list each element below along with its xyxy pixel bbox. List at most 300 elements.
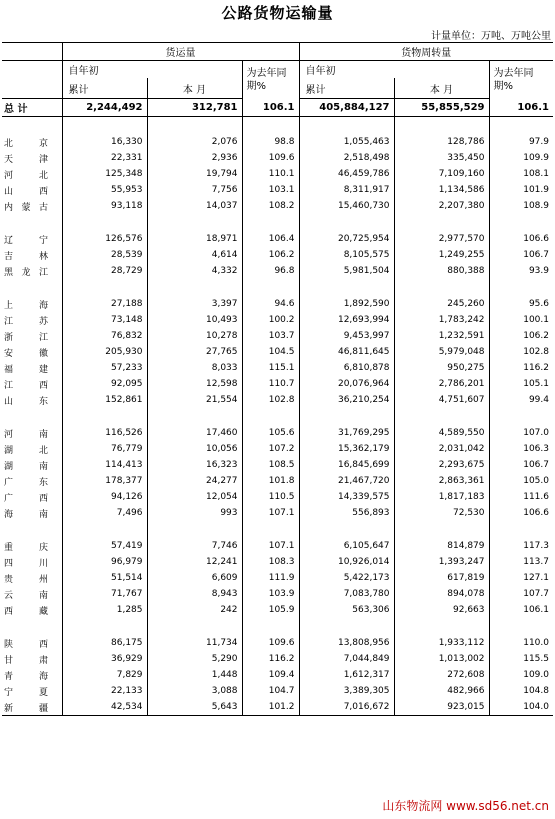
spacer-cell (62, 279, 147, 296)
region-label: 青海 (4, 671, 48, 682)
cell-month-turnover: 1,783,242 (394, 312, 489, 328)
region-name (2, 489, 62, 505)
cell-month-volume: 2,936 (147, 150, 242, 166)
cell-month-turnover: 2,207,380 (394, 198, 489, 214)
cell-cumulative-volume: 152,861 (62, 392, 147, 408)
cell-cumulative-volume: 28,729 (62, 263, 147, 279)
cell-cumulative-turnover: 36,210,254 (299, 392, 394, 408)
cell-yoy-volume: 105.6 (242, 425, 299, 441)
header-region-blank (2, 43, 62, 61)
cell-month-volume: 11,734 (147, 635, 242, 651)
table-row (2, 538, 553, 554)
region-label: 浙江 (4, 332, 48, 343)
table-row (2, 312, 553, 328)
table-row (2, 150, 553, 166)
cell-cumulative-turnover: 405,884,127 (299, 99, 394, 117)
freight-table (2, 42, 553, 716)
table-row (2, 635, 553, 651)
table-row (2, 425, 553, 441)
cell-yoy-turnover: 101.9 (489, 182, 553, 198)
region-label: 贵州 (4, 574, 48, 585)
table-row (2, 182, 553, 198)
region-name (2, 392, 62, 408)
table-row (2, 166, 553, 182)
spacer-cell (394, 279, 489, 296)
region-name (2, 570, 62, 586)
cell-cumulative-volume: 7,496 (62, 505, 147, 521)
cell-cumulative-turnover: 8,105,575 (299, 247, 394, 263)
region-name (2, 554, 62, 570)
cell-yoy-volume: 107.2 (242, 441, 299, 457)
cell-month-volume: 14,037 (147, 198, 242, 214)
region-name (2, 263, 62, 279)
header-yoy-turnover (489, 61, 553, 99)
cell-month-volume: 24,277 (147, 473, 242, 489)
table-row (2, 360, 553, 376)
table-row (2, 651, 553, 667)
spacer-cell (147, 117, 242, 135)
table-row (2, 489, 553, 505)
cell-month-turnover: 1,393,247 (394, 554, 489, 570)
spacer-cell (62, 214, 147, 231)
cell-month-turnover: 1,013,002 (394, 651, 489, 667)
cell-yoy-turnover: 107.7 (489, 586, 553, 602)
spacer-cell (394, 117, 489, 135)
cell-month-turnover: 272,608 (394, 667, 489, 683)
cell-yoy-volume: 106.2 (242, 247, 299, 263)
table-row (2, 392, 553, 408)
cell-cumulative-turnover: 14,339,575 (299, 489, 394, 505)
cell-month-volume: 12,054 (147, 489, 242, 505)
spacer-cell (394, 521, 489, 538)
spacer-cell (2, 117, 62, 135)
region-label: 江苏 (4, 316, 48, 327)
cell-yoy-volume: 109.6 (242, 150, 299, 166)
header-month-volume: 本 月 (147, 78, 242, 99)
cell-month-turnover: 2,863,361 (394, 473, 489, 489)
region-name (2, 651, 62, 667)
region-label: 广西 (4, 493, 48, 504)
cell-month-turnover: 1,817,183 (394, 489, 489, 505)
cell-cumulative-volume: 55,953 (62, 182, 147, 198)
cell-month-turnover: 4,751,607 (394, 392, 489, 408)
spacer-cell (394, 618, 489, 635)
table-row (2, 344, 553, 360)
cell-yoy-turnover: 108.9 (489, 198, 553, 214)
header-freight-volume: 货运量 (62, 43, 299, 61)
table-row (2, 602, 553, 618)
cell-month-turnover: 950,275 (394, 360, 489, 376)
cell-month-turnover: 5,979,048 (394, 344, 489, 360)
region-name (2, 344, 62, 360)
cell-cumulative-volume: 76,779 (62, 441, 147, 457)
group-spacer (2, 521, 553, 538)
region-label: 山东 (4, 396, 48, 407)
spacer-cell (147, 618, 242, 635)
spacer-cell (2, 214, 62, 231)
cell-cumulative-turnover: 3,389,305 (299, 683, 394, 699)
cell-yoy-turnover: 95.6 (489, 296, 553, 312)
cell-cumulative-volume: 42,534 (62, 699, 147, 716)
cell-yoy-volume: 102.8 (242, 392, 299, 408)
table-row (2, 198, 553, 214)
region-name (2, 457, 62, 473)
cell-month-turnover: 1,134,586 (394, 182, 489, 198)
cell-yoy-volume: 103.7 (242, 328, 299, 344)
region-label: 广东 (4, 477, 48, 488)
cell-cumulative-volume: 94,126 (62, 489, 147, 505)
cell-yoy-turnover: 106.3 (489, 441, 553, 457)
cell-cumulative-turnover: 20,725,954 (299, 231, 394, 247)
cell-yoy-turnover: 97.9 (489, 134, 553, 150)
cell-month-volume: 312,781 (147, 99, 242, 117)
cell-cumulative-turnover: 9,453,997 (299, 328, 394, 344)
cell-yoy-turnover: 104.0 (489, 699, 553, 716)
table-row (2, 505, 553, 521)
header-yoy-turnover-line1: 为去年同 (493, 67, 534, 79)
cell-yoy-turnover: 106.6 (489, 505, 553, 521)
table-row (2, 231, 553, 247)
header-ytd-turnover: 自年初 (299, 61, 489, 79)
region-label: 内蒙古 (4, 202, 48, 213)
spacer-cell (62, 521, 147, 538)
region-label: 四川 (4, 558, 48, 569)
region-label: 重庆 (4, 542, 48, 553)
spacer-cell (147, 214, 242, 231)
spacer-cell (2, 521, 62, 538)
cell-month-volume: 10,278 (147, 328, 242, 344)
region-label: 云南 (4, 590, 48, 601)
cell-yoy-volume: 106.1 (242, 99, 299, 117)
cell-month-volume: 17,460 (147, 425, 242, 441)
spacer-cell (147, 279, 242, 296)
region-label: 天津 (4, 154, 48, 165)
spacer-cell (242, 408, 299, 425)
cell-yoy-turnover: 111.6 (489, 489, 553, 505)
region-label: 上海 (4, 300, 48, 311)
region-label: 湖南 (4, 461, 48, 472)
cell-month-volume: 8,943 (147, 586, 242, 602)
spacer-cell (242, 117, 299, 135)
region-label: 山西 (4, 186, 48, 197)
spacer-cell (489, 618, 553, 635)
table-row (2, 473, 553, 489)
cell-month-volume: 5,290 (147, 651, 242, 667)
table-row (2, 441, 553, 457)
cell-month-turnover: 7,109,160 (394, 166, 489, 182)
spacer-cell (242, 214, 299, 231)
region-label: 吉林 (4, 251, 48, 262)
region-name (2, 667, 62, 683)
cell-cumulative-volume: 57,233 (62, 360, 147, 376)
cell-yoy-volume: 94.6 (242, 296, 299, 312)
cell-month-volume: 2,076 (147, 134, 242, 150)
cell-cumulative-volume: 73,148 (62, 312, 147, 328)
spacer-cell (299, 279, 394, 296)
cell-cumulative-turnover: 7,083,780 (299, 586, 394, 602)
cell-cumulative-volume: 22,133 (62, 683, 147, 699)
header-month-turnover: 本 月 (394, 78, 489, 99)
cell-cumulative-volume: 178,377 (62, 473, 147, 489)
cell-month-volume: 18,971 (147, 231, 242, 247)
cell-month-turnover: 92,663 (394, 602, 489, 618)
region-name (2, 134, 62, 150)
cell-month-volume: 27,765 (147, 344, 242, 360)
region-name (2, 296, 62, 312)
spacer-cell (489, 117, 553, 135)
region-label: 河北 (4, 170, 48, 181)
cell-yoy-turnover: 106.1 (489, 602, 553, 618)
group-spacer (2, 618, 553, 635)
region-name (2, 505, 62, 521)
spacer-cell (299, 117, 394, 135)
cell-yoy-turnover: 106.7 (489, 457, 553, 473)
cell-cumulative-volume: 96,979 (62, 554, 147, 570)
cell-month-turnover: 923,015 (394, 699, 489, 716)
cell-month-turnover: 1,232,591 (394, 328, 489, 344)
header-ytd-volume: 自年初 (62, 61, 242, 79)
region-label: 福建 (4, 364, 48, 375)
table-body (2, 99, 553, 716)
region-name (2, 231, 62, 247)
cell-month-volume: 12,598 (147, 376, 242, 392)
cell-yoy-volume: 103.9 (242, 586, 299, 602)
region-name (2, 441, 62, 457)
cell-cumulative-turnover: 15,460,730 (299, 198, 394, 214)
cell-month-volume: 242 (147, 602, 242, 618)
cell-cumulative-turnover: 16,845,699 (299, 457, 394, 473)
cell-yoy-volume: 110.5 (242, 489, 299, 505)
region-name (2, 538, 62, 554)
table-row (2, 263, 553, 279)
region-name (2, 699, 62, 716)
cell-yoy-volume: 106.4 (242, 231, 299, 247)
cell-yoy-turnover: 109.0 (489, 667, 553, 683)
table-row (2, 699, 553, 716)
cell-yoy-turnover: 106.6 (489, 231, 553, 247)
table-row (2, 570, 553, 586)
cell-cumulative-turnover: 563,306 (299, 602, 394, 618)
table-row (2, 554, 553, 570)
cell-month-turnover: 1,249,255 (394, 247, 489, 263)
total-row (2, 99, 553, 117)
spacer-cell (299, 214, 394, 231)
cell-cumulative-turnover: 8,311,917 (299, 182, 394, 198)
cell-yoy-turnover: 105.1 (489, 376, 553, 392)
cell-yoy-turnover: 127.1 (489, 570, 553, 586)
cell-month-volume: 3,088 (147, 683, 242, 699)
cell-month-turnover: 4,589,550 (394, 425, 489, 441)
cell-yoy-volume: 96.8 (242, 263, 299, 279)
cell-month-turnover: 814,879 (394, 538, 489, 554)
region-label: 黑龙江 (4, 267, 48, 278)
cell-cumulative-volume: 116,526 (62, 425, 147, 441)
cell-month-turnover: 128,786 (394, 134, 489, 150)
region-name (2, 360, 62, 376)
cell-yoy-turnover: 108.1 (489, 166, 553, 182)
cell-month-volume: 21,554 (147, 392, 242, 408)
cell-month-turnover: 55,855,529 (394, 99, 489, 117)
region-name (2, 473, 62, 489)
cell-yoy-volume: 101.8 (242, 473, 299, 489)
spacer-cell (299, 521, 394, 538)
cell-cumulative-volume: 76,832 (62, 328, 147, 344)
table-row (2, 134, 553, 150)
cell-yoy-turnover: 109.9 (489, 150, 553, 166)
cell-month-volume: 4,614 (147, 247, 242, 263)
cell-yoy-turnover: 106.7 (489, 247, 553, 263)
region-label: 河南 (4, 429, 48, 440)
spacer-cell (2, 618, 62, 635)
spacer-cell (147, 408, 242, 425)
cell-month-volume: 1,448 (147, 667, 242, 683)
cell-yoy-turnover: 104.8 (489, 683, 553, 699)
cell-yoy-volume: 109.4 (242, 667, 299, 683)
region-label: 江西 (4, 380, 48, 391)
cell-yoy-volume: 109.6 (242, 635, 299, 651)
cell-cumulative-volume: 125,348 (62, 166, 147, 182)
cell-month-volume: 7,756 (147, 182, 242, 198)
cell-month-volume: 19,794 (147, 166, 242, 182)
cell-cumulative-turnover: 556,893 (299, 505, 394, 521)
spacer-cell (299, 408, 394, 425)
cell-cumulative-volume: 7,829 (62, 667, 147, 683)
cell-yoy-volume: 103.1 (242, 182, 299, 198)
cell-month-turnover: 482,966 (394, 683, 489, 699)
cell-month-turnover: 2,977,570 (394, 231, 489, 247)
region-label: 新疆 (4, 703, 48, 714)
table-row (2, 457, 553, 473)
spacer-cell (62, 117, 147, 135)
region-name (2, 312, 62, 328)
cell-yoy-volume: 111.9 (242, 570, 299, 586)
spacer-cell (242, 521, 299, 538)
cell-cumulative-turnover: 20,076,964 (299, 376, 394, 392)
region-name (2, 602, 62, 618)
group-spacer (2, 117, 553, 135)
header-freight-turnover: 货物周转量 (299, 43, 553, 61)
header-blank (2, 61, 62, 79)
cell-yoy-turnover: 100.1 (489, 312, 553, 328)
cell-cumulative-turnover: 46,811,645 (299, 344, 394, 360)
table-row (2, 683, 553, 699)
cell-yoy-volume: 108.2 (242, 198, 299, 214)
region-name (2, 586, 62, 602)
cell-yoy-volume: 108.3 (242, 554, 299, 570)
cell-cumulative-turnover: 1,055,463 (299, 134, 394, 150)
cell-yoy-turnover: 117.3 (489, 538, 553, 554)
cell-yoy-turnover: 93.9 (489, 263, 553, 279)
table-row (2, 328, 553, 344)
cell-yoy-turnover: 107.0 (489, 425, 553, 441)
spacer-cell (394, 214, 489, 231)
cell-month-turnover: 335,450 (394, 150, 489, 166)
cell-cumulative-turnover: 1,892,590 (299, 296, 394, 312)
cell-yoy-volume: 110.7 (242, 376, 299, 392)
header-yoy-turnover-line2: 期% (493, 80, 514, 92)
cell-month-turnover: 2,786,201 (394, 376, 489, 392)
cell-cumulative-volume: 16,330 (62, 134, 147, 150)
cell-cumulative-volume: 126,576 (62, 231, 147, 247)
cell-cumulative-turnover: 7,044,849 (299, 651, 394, 667)
cell-cumulative-turnover: 6,105,647 (299, 538, 394, 554)
cell-month-turnover: 72,530 (394, 505, 489, 521)
cell-month-volume: 10,056 (147, 441, 242, 457)
cell-cumulative-turnover: 5,422,173 (299, 570, 394, 586)
region-label: 陕西 (4, 639, 48, 650)
region-name (2, 683, 62, 699)
cell-yoy-turnover: 116.2 (489, 360, 553, 376)
region-name (2, 425, 62, 441)
region-label: 湖北 (4, 445, 48, 456)
cell-cumulative-turnover: 7,016,672 (299, 699, 394, 716)
cell-yoy-volume: 104.7 (242, 683, 299, 699)
site-watermark: 山东物流网 www.sd56.net.cn (382, 799, 549, 813)
spacer-cell (299, 618, 394, 635)
cell-month-volume: 993 (147, 505, 242, 521)
cell-yoy-volume: 105.9 (242, 602, 299, 618)
cell-cumulative-volume: 51,514 (62, 570, 147, 586)
table-row (2, 586, 553, 602)
page-title: 公路货物运输量 (221, 4, 334, 22)
region-name (2, 635, 62, 651)
cell-cumulative-turnover: 10,926,014 (299, 554, 394, 570)
group-spacer (2, 214, 553, 231)
cell-cumulative-volume: 114,413 (62, 457, 147, 473)
spacer-cell (242, 279, 299, 296)
cell-month-volume: 5,643 (147, 699, 242, 716)
cell-yoy-turnover: 115.5 (489, 651, 553, 667)
cell-yoy-volume: 108.5 (242, 457, 299, 473)
header-cumulative-turnover: 累计 (299, 78, 394, 99)
region-label: 甘肃 (4, 655, 48, 666)
cell-cumulative-turnover: 13,808,956 (299, 635, 394, 651)
region-name (2, 247, 62, 263)
cell-yoy-turnover: 110.0 (489, 635, 553, 651)
cell-yoy-volume: 98.8 (242, 134, 299, 150)
header-yoy-volume (242, 61, 299, 99)
region-label: 辽宁 (4, 235, 48, 246)
cell-month-turnover: 617,819 (394, 570, 489, 586)
cell-cumulative-turnover: 1,612,317 (299, 667, 394, 683)
spacer-cell (147, 521, 242, 538)
cell-yoy-turnover: 106.1 (489, 99, 553, 117)
header-cumulative-volume: 累计 (62, 78, 147, 99)
cell-yoy-volume: 107.1 (242, 538, 299, 554)
cell-month-volume: 4,332 (147, 263, 242, 279)
cell-month-volume: 6,609 (147, 570, 242, 586)
header-blank (2, 78, 62, 99)
cell-yoy-turnover: 105.0 (489, 473, 553, 489)
region-name (2, 198, 62, 214)
region-label: 西藏 (4, 606, 48, 617)
cell-yoy-volume: 101.2 (242, 699, 299, 716)
cell-month-volume: 8,033 (147, 360, 242, 376)
spacer-cell (489, 408, 553, 425)
region-name (2, 166, 62, 182)
spacer-cell (394, 408, 489, 425)
cell-yoy-turnover: 113.7 (489, 554, 553, 570)
cell-yoy-volume: 116.2 (242, 651, 299, 667)
cell-cumulative-turnover: 12,693,994 (299, 312, 394, 328)
cell-month-turnover: 894,078 (394, 586, 489, 602)
cell-month-volume: 16,323 (147, 457, 242, 473)
cell-yoy-turnover: 106.2 (489, 328, 553, 344)
region-label: 北京 (4, 138, 48, 149)
region-name (2, 376, 62, 392)
cell-cumulative-volume: 1,285 (62, 602, 147, 618)
cell-month-turnover: 2,031,042 (394, 441, 489, 457)
